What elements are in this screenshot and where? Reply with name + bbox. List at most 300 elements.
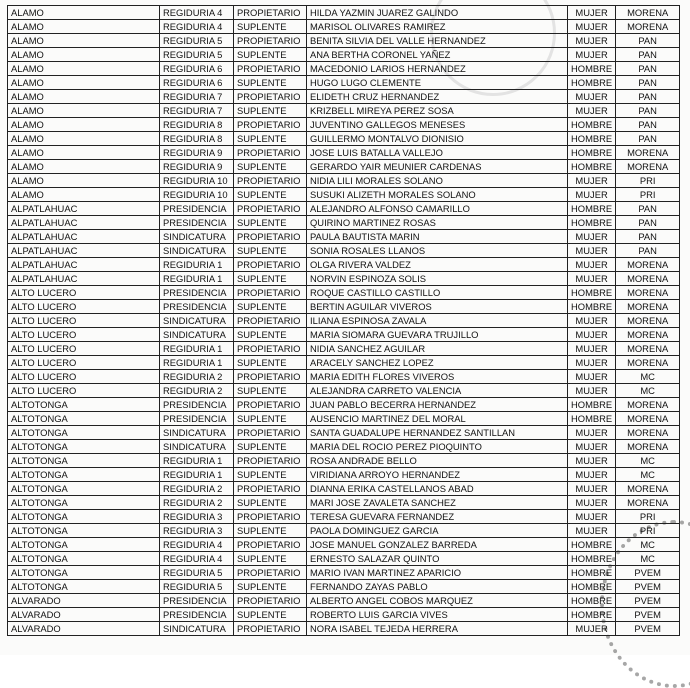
type-cell: SUPLENTE <box>234 132 307 146</box>
gender-cell: MUJER <box>568 384 616 398</box>
party-cell: MC <box>616 454 680 468</box>
candidate-name-cell: ALBERTO ANGEL COBOS MARQUEZ <box>307 594 568 608</box>
candidate-name-cell: HILDA YAZMIN JUAREZ GALINDO <box>307 6 568 20</box>
table-row <box>8 244 680 258</box>
candidate-name-cell: ERNESTO SALAZAR QUINTO <box>307 552 568 566</box>
municipality-cell: ALTO LUCERO <box>8 356 160 370</box>
party-cell: PRI <box>616 510 680 524</box>
candidate-name-cell: MARISOL OLIVARES RAMIREZ <box>307 20 568 34</box>
type-cell: PROPIETARIO <box>234 370 307 384</box>
candidate-name-cell: GERARDO YAIR MEUNIER CARDENAS <box>307 160 568 174</box>
party-cell: MORENA <box>616 258 680 272</box>
gender-cell: HOMBRE <box>568 76 616 90</box>
candidate-name-cell: ROQUE CASTILLO CASTILLO <box>307 286 568 300</box>
party-cell: MORENA <box>616 160 680 174</box>
municipality-cell: ALTO LUCERO <box>8 286 160 300</box>
municipality-cell: ALTO LUCERO <box>8 328 160 342</box>
type-cell: PROPIETARIO <box>234 202 307 216</box>
gender-cell: MUJER <box>568 20 616 34</box>
table-row <box>8 188 680 202</box>
table-row <box>8 552 680 566</box>
table-row <box>8 356 680 370</box>
table-row <box>8 132 680 146</box>
party-cell: MORENA <box>616 398 680 412</box>
candidate-name-cell: OLGA RIVERA VALDEZ <box>307 258 568 272</box>
gender-cell: MUJER <box>568 496 616 510</box>
gender-cell: MUJER <box>568 370 616 384</box>
party-cell: PAN <box>616 216 680 230</box>
municipality-cell: ALAMO <box>8 160 160 174</box>
type-cell: SUPLENTE <box>234 216 307 230</box>
party-cell: MORENA <box>616 20 680 34</box>
gender-cell: MUJER <box>568 34 616 48</box>
type-cell: PROPIETARIO <box>234 538 307 552</box>
position-cell: PRESIDENCIA <box>160 608 234 622</box>
type-cell: PROPIETARIO <box>234 622 307 636</box>
table-row <box>8 314 680 328</box>
candidates-table-body <box>8 6 680 636</box>
type-cell: PROPIETARIO <box>234 482 307 496</box>
candidate-name-cell: SUSUKI ALIZETH MORALES SOLANO <box>307 188 568 202</box>
candidates-table <box>7 5 680 636</box>
type-cell: PROPIETARIO <box>234 398 307 412</box>
gender-cell: HOMBRE <box>568 412 616 426</box>
party-cell: PAN <box>616 244 680 258</box>
type-cell: PROPIETARIO <box>234 314 307 328</box>
party-cell: PAN <box>616 76 680 90</box>
party-cell: MC <box>616 552 680 566</box>
table-row <box>8 202 680 216</box>
table-row <box>8 90 680 104</box>
municipality-cell: ALTOTONGA <box>8 412 160 426</box>
municipality-cell: ALPATLAHUAC <box>8 230 160 244</box>
candidate-name-cell: MARIO IVAN MARTINEZ APARICIO <box>307 566 568 580</box>
type-cell: SUPLENTE <box>234 20 307 34</box>
type-cell: SUPLENTE <box>234 496 307 510</box>
municipality-cell: ALAMO <box>8 188 160 202</box>
type-cell: SUPLENTE <box>234 524 307 538</box>
gender-cell: MUJER <box>568 328 616 342</box>
municipality-cell: ALVARADO <box>8 608 160 622</box>
municipality-cell: ALAMO <box>8 20 160 34</box>
type-cell: SUPLENTE <box>234 244 307 258</box>
gender-cell: HOMBRE <box>568 202 616 216</box>
party-cell: MC <box>616 538 680 552</box>
party-cell: MORENA <box>616 342 680 356</box>
position-cell: REGIDURIA 1 <box>160 356 234 370</box>
position-cell: REGIDURIA 10 <box>160 188 234 202</box>
candidate-name-cell: MARIA DEL ROCIO PEREZ PIOQUINTO <box>307 440 568 454</box>
municipality-cell: ALPATLAHUAC <box>8 258 160 272</box>
gender-cell: HOMBRE <box>568 62 616 76</box>
gender-cell: MUJER <box>568 426 616 440</box>
position-cell: REGIDURIA 2 <box>160 384 234 398</box>
table-row <box>8 608 680 622</box>
municipality-cell: ALAMO <box>8 118 160 132</box>
position-cell: REGIDURIA 1 <box>160 342 234 356</box>
gender-cell: HOMBRE <box>568 580 616 594</box>
table-row <box>8 412 680 426</box>
candidate-name-cell: JUVENTINO GALLEGOS MENESES <box>307 118 568 132</box>
gender-cell: MUJER <box>568 622 616 636</box>
table-row <box>8 230 680 244</box>
candidate-name-cell: GUILLERMO MONTALVO DIONISIO <box>307 132 568 146</box>
party-cell: PAN <box>616 62 680 76</box>
party-cell: PVEM <box>616 580 680 594</box>
candidate-name-cell: JOSE LUIS BATALLA VALLEJO <box>307 146 568 160</box>
type-cell: PROPIETARIO <box>234 258 307 272</box>
position-cell: REGIDURIA 4 <box>160 20 234 34</box>
table-row <box>8 62 680 76</box>
municipality-cell: ALTOTONGA <box>8 552 160 566</box>
gender-cell: MUJER <box>568 48 616 62</box>
type-cell: SUPLENTE <box>234 48 307 62</box>
table-row <box>8 426 680 440</box>
gender-cell: HOMBRE <box>568 118 616 132</box>
gender-cell: HOMBRE <box>568 594 616 608</box>
gender-cell: MUJER <box>568 482 616 496</box>
table-row <box>8 482 680 496</box>
party-cell: MORENA <box>616 272 680 286</box>
position-cell: REGIDURIA 8 <box>160 118 234 132</box>
municipality-cell: ALAMO <box>8 76 160 90</box>
position-cell: SINDICATURA <box>160 244 234 258</box>
type-cell: PROPIETARIO <box>234 342 307 356</box>
type-cell: SUPLENTE <box>234 356 307 370</box>
table-row <box>8 510 680 524</box>
candidate-name-cell: NIDIA SANCHEZ AGUILAR <box>307 342 568 356</box>
type-cell: PROPIETARIO <box>234 118 307 132</box>
gender-cell: HOMBRE <box>568 552 616 566</box>
position-cell: REGIDURIA 5 <box>160 34 234 48</box>
type-cell: SUPLENTE <box>234 552 307 566</box>
position-cell: REGIDURIA 2 <box>160 482 234 496</box>
candidate-name-cell: AUSENCIO MARTINEZ DEL MORAL <box>307 412 568 426</box>
municipality-cell: ALTO LUCERO <box>8 384 160 398</box>
municipality-cell: ALAMO <box>8 90 160 104</box>
party-cell: MORENA <box>616 300 680 314</box>
municipality-cell: ALVARADO <box>8 622 160 636</box>
position-cell: REGIDURIA 9 <box>160 146 234 160</box>
position-cell: REGIDURIA 7 <box>160 90 234 104</box>
type-cell: SUPLENTE <box>234 188 307 202</box>
party-cell: MORENA <box>616 314 680 328</box>
table-row <box>8 538 680 552</box>
candidate-name-cell: MARIA EDITH FLORES VIVEROS <box>307 370 568 384</box>
table-row <box>8 328 680 342</box>
candidate-name-cell: DIANNA ERIKA CASTELLANOS ABAD <box>307 482 568 496</box>
municipality-cell: ALTOTONGA <box>8 580 160 594</box>
position-cell: PRESIDENCIA <box>160 412 234 426</box>
position-cell: REGIDURIA 10 <box>160 174 234 188</box>
party-cell: PAN <box>616 90 680 104</box>
gender-cell: MUJER <box>568 314 616 328</box>
municipality-cell: ALAMO <box>8 174 160 188</box>
table-row <box>8 20 680 34</box>
candidate-name-cell: KRIZBELL MIREYA PEREZ SOSA <box>307 104 568 118</box>
gender-cell: MUJER <box>568 174 616 188</box>
party-cell: PAN <box>616 104 680 118</box>
table-row <box>8 384 680 398</box>
candidate-name-cell: NIDIA LILI MORALES SOLANO <box>307 174 568 188</box>
table-row <box>8 6 680 20</box>
type-cell: SUPLENTE <box>234 104 307 118</box>
gender-cell: MUJER <box>568 230 616 244</box>
table-row <box>8 496 680 510</box>
table-row <box>8 580 680 594</box>
municipality-cell: ALTOTONGA <box>8 538 160 552</box>
municipality-cell: ALTOTONGA <box>8 468 160 482</box>
position-cell: REGIDURIA 5 <box>160 566 234 580</box>
party-cell: PAN <box>616 48 680 62</box>
position-cell: SINDICATURA <box>160 426 234 440</box>
type-cell: SUPLENTE <box>234 412 307 426</box>
party-cell: PAN <box>616 230 680 244</box>
candidate-name-cell: MACEDONIO LARIOS HERNANDEZ <box>307 62 568 76</box>
municipality-cell: ALAMO <box>8 48 160 62</box>
municipality-cell: ALTOTONGA <box>8 524 160 538</box>
position-cell: PRESIDENCIA <box>160 300 234 314</box>
position-cell: REGIDURIA 5 <box>160 48 234 62</box>
table-row <box>8 174 680 188</box>
municipality-cell: ALVARADO <box>8 594 160 608</box>
party-cell: PAN <box>616 118 680 132</box>
municipality-cell: ALTOTONGA <box>8 566 160 580</box>
party-cell: MC <box>616 370 680 384</box>
type-cell: PROPIETARIO <box>234 90 307 104</box>
table-row <box>8 566 680 580</box>
gender-cell: MUJER <box>568 510 616 524</box>
gender-cell: HOMBRE <box>568 538 616 552</box>
table-row <box>8 76 680 90</box>
party-cell: PVEM <box>616 594 680 608</box>
type-cell: PROPIETARIO <box>234 454 307 468</box>
type-cell: PROPIETARIO <box>234 174 307 188</box>
candidate-name-cell: PAOLA DOMINGUEZ GARCIA <box>307 524 568 538</box>
candidate-name-cell: SANTA GUADALUPE HERNANDEZ SANTILLAN <box>307 426 568 440</box>
candidate-name-cell: FERNANDO ZAYAS PABLO <box>307 580 568 594</box>
gender-cell: MUJER <box>568 524 616 538</box>
municipality-cell: ALTOTONGA <box>8 454 160 468</box>
candidate-name-cell: JUAN PABLO BECERRA HERNANDEZ <box>307 398 568 412</box>
type-cell: PROPIETARIO <box>234 6 307 20</box>
party-cell: MORENA <box>616 286 680 300</box>
gender-cell: HOMBRE <box>568 398 616 412</box>
municipality-cell: ALAMO <box>8 146 160 160</box>
municipality-cell: ALTO LUCERO <box>8 370 160 384</box>
gender-cell: MUJER <box>568 6 616 20</box>
gender-cell: HOMBRE <box>568 146 616 160</box>
party-cell: PRI <box>616 174 680 188</box>
party-cell: PVEM <box>616 622 680 636</box>
type-cell: PROPIETARIO <box>234 566 307 580</box>
position-cell: REGIDURIA 2 <box>160 370 234 384</box>
gender-cell: MUJER <box>568 244 616 258</box>
party-cell: MORENA <box>616 356 680 370</box>
table-row <box>8 34 680 48</box>
table-row <box>8 216 680 230</box>
candidate-name-cell: SONIA ROSALES LLANOS <box>307 244 568 258</box>
type-cell: SUPLENTE <box>234 272 307 286</box>
municipality-cell: ALPATLAHUAC <box>8 216 160 230</box>
type-cell: PROPIETARIO <box>234 230 307 244</box>
party-cell: PVEM <box>616 608 680 622</box>
table-row <box>8 370 680 384</box>
position-cell: REGIDURIA 3 <box>160 510 234 524</box>
municipality-cell: ALTOTONGA <box>8 398 160 412</box>
candidate-name-cell: PAULA BAUTISTA MARIN <box>307 230 568 244</box>
candidate-name-cell: ANA BERTHA CORONEL YAÑEZ <box>307 48 568 62</box>
type-cell: PROPIETARIO <box>234 62 307 76</box>
party-cell: MORENA <box>616 426 680 440</box>
position-cell: REGIDURIA 7 <box>160 104 234 118</box>
candidate-name-cell: ARACELY SANCHEZ LOPEZ <box>307 356 568 370</box>
position-cell: REGIDURIA 1 <box>160 258 234 272</box>
party-cell: PAN <box>616 132 680 146</box>
candidate-name-cell: ALEJANDRA CARRETO VALENCIA <box>307 384 568 398</box>
municipality-cell: ALTOTONGA <box>8 496 160 510</box>
gender-cell: HOMBRE <box>568 566 616 580</box>
municipality-cell: ALPATLAHUAC <box>8 272 160 286</box>
table-row <box>8 258 680 272</box>
municipality-cell: ALTOTONGA <box>8 510 160 524</box>
candidate-name-cell: NORVIN ESPINOZA SOLIS <box>307 272 568 286</box>
municipality-cell: ALTOTONGA <box>8 426 160 440</box>
municipality-cell: ALTO LUCERO <box>8 314 160 328</box>
candidate-name-cell: ROBERTO LUIS GARCIA VIVES <box>307 608 568 622</box>
party-cell: MORENA <box>616 6 680 20</box>
position-cell: REGIDURIA 1 <box>160 272 234 286</box>
gender-cell: MUJER <box>568 342 616 356</box>
table-row <box>8 454 680 468</box>
gender-cell: MUJER <box>568 356 616 370</box>
position-cell: REGIDURIA 9 <box>160 160 234 174</box>
candidate-name-cell: BERTIN AGUILAR VIVEROS <box>307 300 568 314</box>
type-cell: SUPLENTE <box>234 468 307 482</box>
gender-cell: MUJER <box>568 104 616 118</box>
candidate-name-cell: HUGO LUGO CLEMENTE <box>307 76 568 90</box>
gender-cell: HOMBRE <box>568 160 616 174</box>
municipality-cell: ALAMO <box>8 62 160 76</box>
party-cell: MC <box>616 468 680 482</box>
candidate-name-cell: ILIANA ESPINOSA ZAVALA <box>307 314 568 328</box>
gender-cell: HOMBRE <box>568 132 616 146</box>
candidate-name-cell: TERESA GUEVARA FERNANDEZ <box>307 510 568 524</box>
position-cell: REGIDURIA 5 <box>160 580 234 594</box>
position-cell: SINDICATURA <box>160 230 234 244</box>
position-cell: REGIDURIA 1 <box>160 454 234 468</box>
candidate-name-cell: JOSE MANUEL GONZALEZ BARREDA <box>307 538 568 552</box>
type-cell: PROPIETARIO <box>234 146 307 160</box>
party-cell: MORENA <box>616 496 680 510</box>
candidate-name-cell: ALEJANDRO ALFONSO CAMARILLO <box>307 202 568 216</box>
municipality-cell: ALAMO <box>8 34 160 48</box>
party-cell: PAN <box>616 202 680 216</box>
party-cell: PAN <box>616 34 680 48</box>
party-cell: PVEM <box>616 566 680 580</box>
party-cell: MORENA <box>616 412 680 426</box>
party-cell: MORENA <box>616 482 680 496</box>
gender-cell: MUJER <box>568 258 616 272</box>
position-cell: PRESIDENCIA <box>160 286 234 300</box>
gender-cell: MUJER <box>568 440 616 454</box>
municipality-cell: ALTOTONGA <box>8 440 160 454</box>
position-cell: REGIDURIA 6 <box>160 76 234 90</box>
table-row <box>8 104 680 118</box>
municipality-cell: ALTO LUCERO <box>8 300 160 314</box>
candidate-name-cell: VIRIDIANA ARROYO HERNANDEZ <box>307 468 568 482</box>
municipality-cell: ALTOTONGA <box>8 482 160 496</box>
table-row <box>8 286 680 300</box>
candidate-name-cell: MARIA SIOMARA GUEVARA TRUJILLO <box>307 328 568 342</box>
candidate-name-cell: QUIRINO MARTINEZ ROSAS <box>307 216 568 230</box>
position-cell: PRESIDENCIA <box>160 594 234 608</box>
position-cell: REGIDURIA 4 <box>160 538 234 552</box>
gender-cell: HOMBRE <box>568 608 616 622</box>
party-cell: PRI <box>616 188 680 202</box>
position-cell: PRESIDENCIA <box>160 216 234 230</box>
type-cell: PROPIETARIO <box>234 510 307 524</box>
position-cell: REGIDURIA 6 <box>160 62 234 76</box>
gender-cell: MUJER <box>568 272 616 286</box>
position-cell: SINDICATURA <box>160 622 234 636</box>
gender-cell: MUJER <box>568 468 616 482</box>
position-cell: SINDICATURA <box>160 328 234 342</box>
table-row <box>8 146 680 160</box>
municipality-cell: ALAMO <box>8 6 160 20</box>
type-cell: SUPLENTE <box>234 608 307 622</box>
type-cell: SUPLENTE <box>234 580 307 594</box>
gender-cell: MUJER <box>568 454 616 468</box>
position-cell: SINDICATURA <box>160 314 234 328</box>
position-cell: PRESIDENCIA <box>160 202 234 216</box>
type-cell: SUPLENTE <box>234 76 307 90</box>
municipality-cell: ALTO LUCERO <box>8 342 160 356</box>
table-row <box>8 398 680 412</box>
party-cell: PRI <box>616 524 680 538</box>
table-row <box>8 160 680 174</box>
position-cell: PRESIDENCIA <box>160 398 234 412</box>
gender-cell: MUJER <box>568 90 616 104</box>
position-cell: REGIDURIA 1 <box>160 468 234 482</box>
gender-cell: HOMBRE <box>568 216 616 230</box>
position-cell: REGIDURIA 4 <box>160 552 234 566</box>
gender-cell: MUJER <box>568 188 616 202</box>
position-cell: SINDICATURA <box>160 440 234 454</box>
type-cell: SUPLENTE <box>234 384 307 398</box>
municipality-cell: ALPATLAHUAC <box>8 202 160 216</box>
type-cell: PROPIETARIO <box>234 286 307 300</box>
type-cell: SUPLENTE <box>234 328 307 342</box>
party-cell: MORENA <box>616 146 680 160</box>
party-cell: MC <box>616 384 680 398</box>
table-row <box>8 468 680 482</box>
type-cell: SUPLENTE <box>234 440 307 454</box>
gender-cell: HOMBRE <box>568 300 616 314</box>
municipality-cell: ALAMO <box>8 132 160 146</box>
table-row <box>8 594 680 608</box>
type-cell: PROPIETARIO <box>234 594 307 608</box>
party-cell: MORENA <box>616 328 680 342</box>
type-cell: PROPIETARIO <box>234 34 307 48</box>
position-cell: REGIDURIA 4 <box>160 6 234 20</box>
candidate-name-cell: BENITA SILVIA DEL VALLE HERNANDEZ <box>307 34 568 48</box>
position-cell: REGIDURIA 2 <box>160 496 234 510</box>
municipality-cell: ALPATLAHUAC <box>8 244 160 258</box>
table-row <box>8 622 680 636</box>
table-row <box>8 524 680 538</box>
candidate-name-cell: MARI JOSE ZAVALETA SANCHEZ <box>307 496 568 510</box>
